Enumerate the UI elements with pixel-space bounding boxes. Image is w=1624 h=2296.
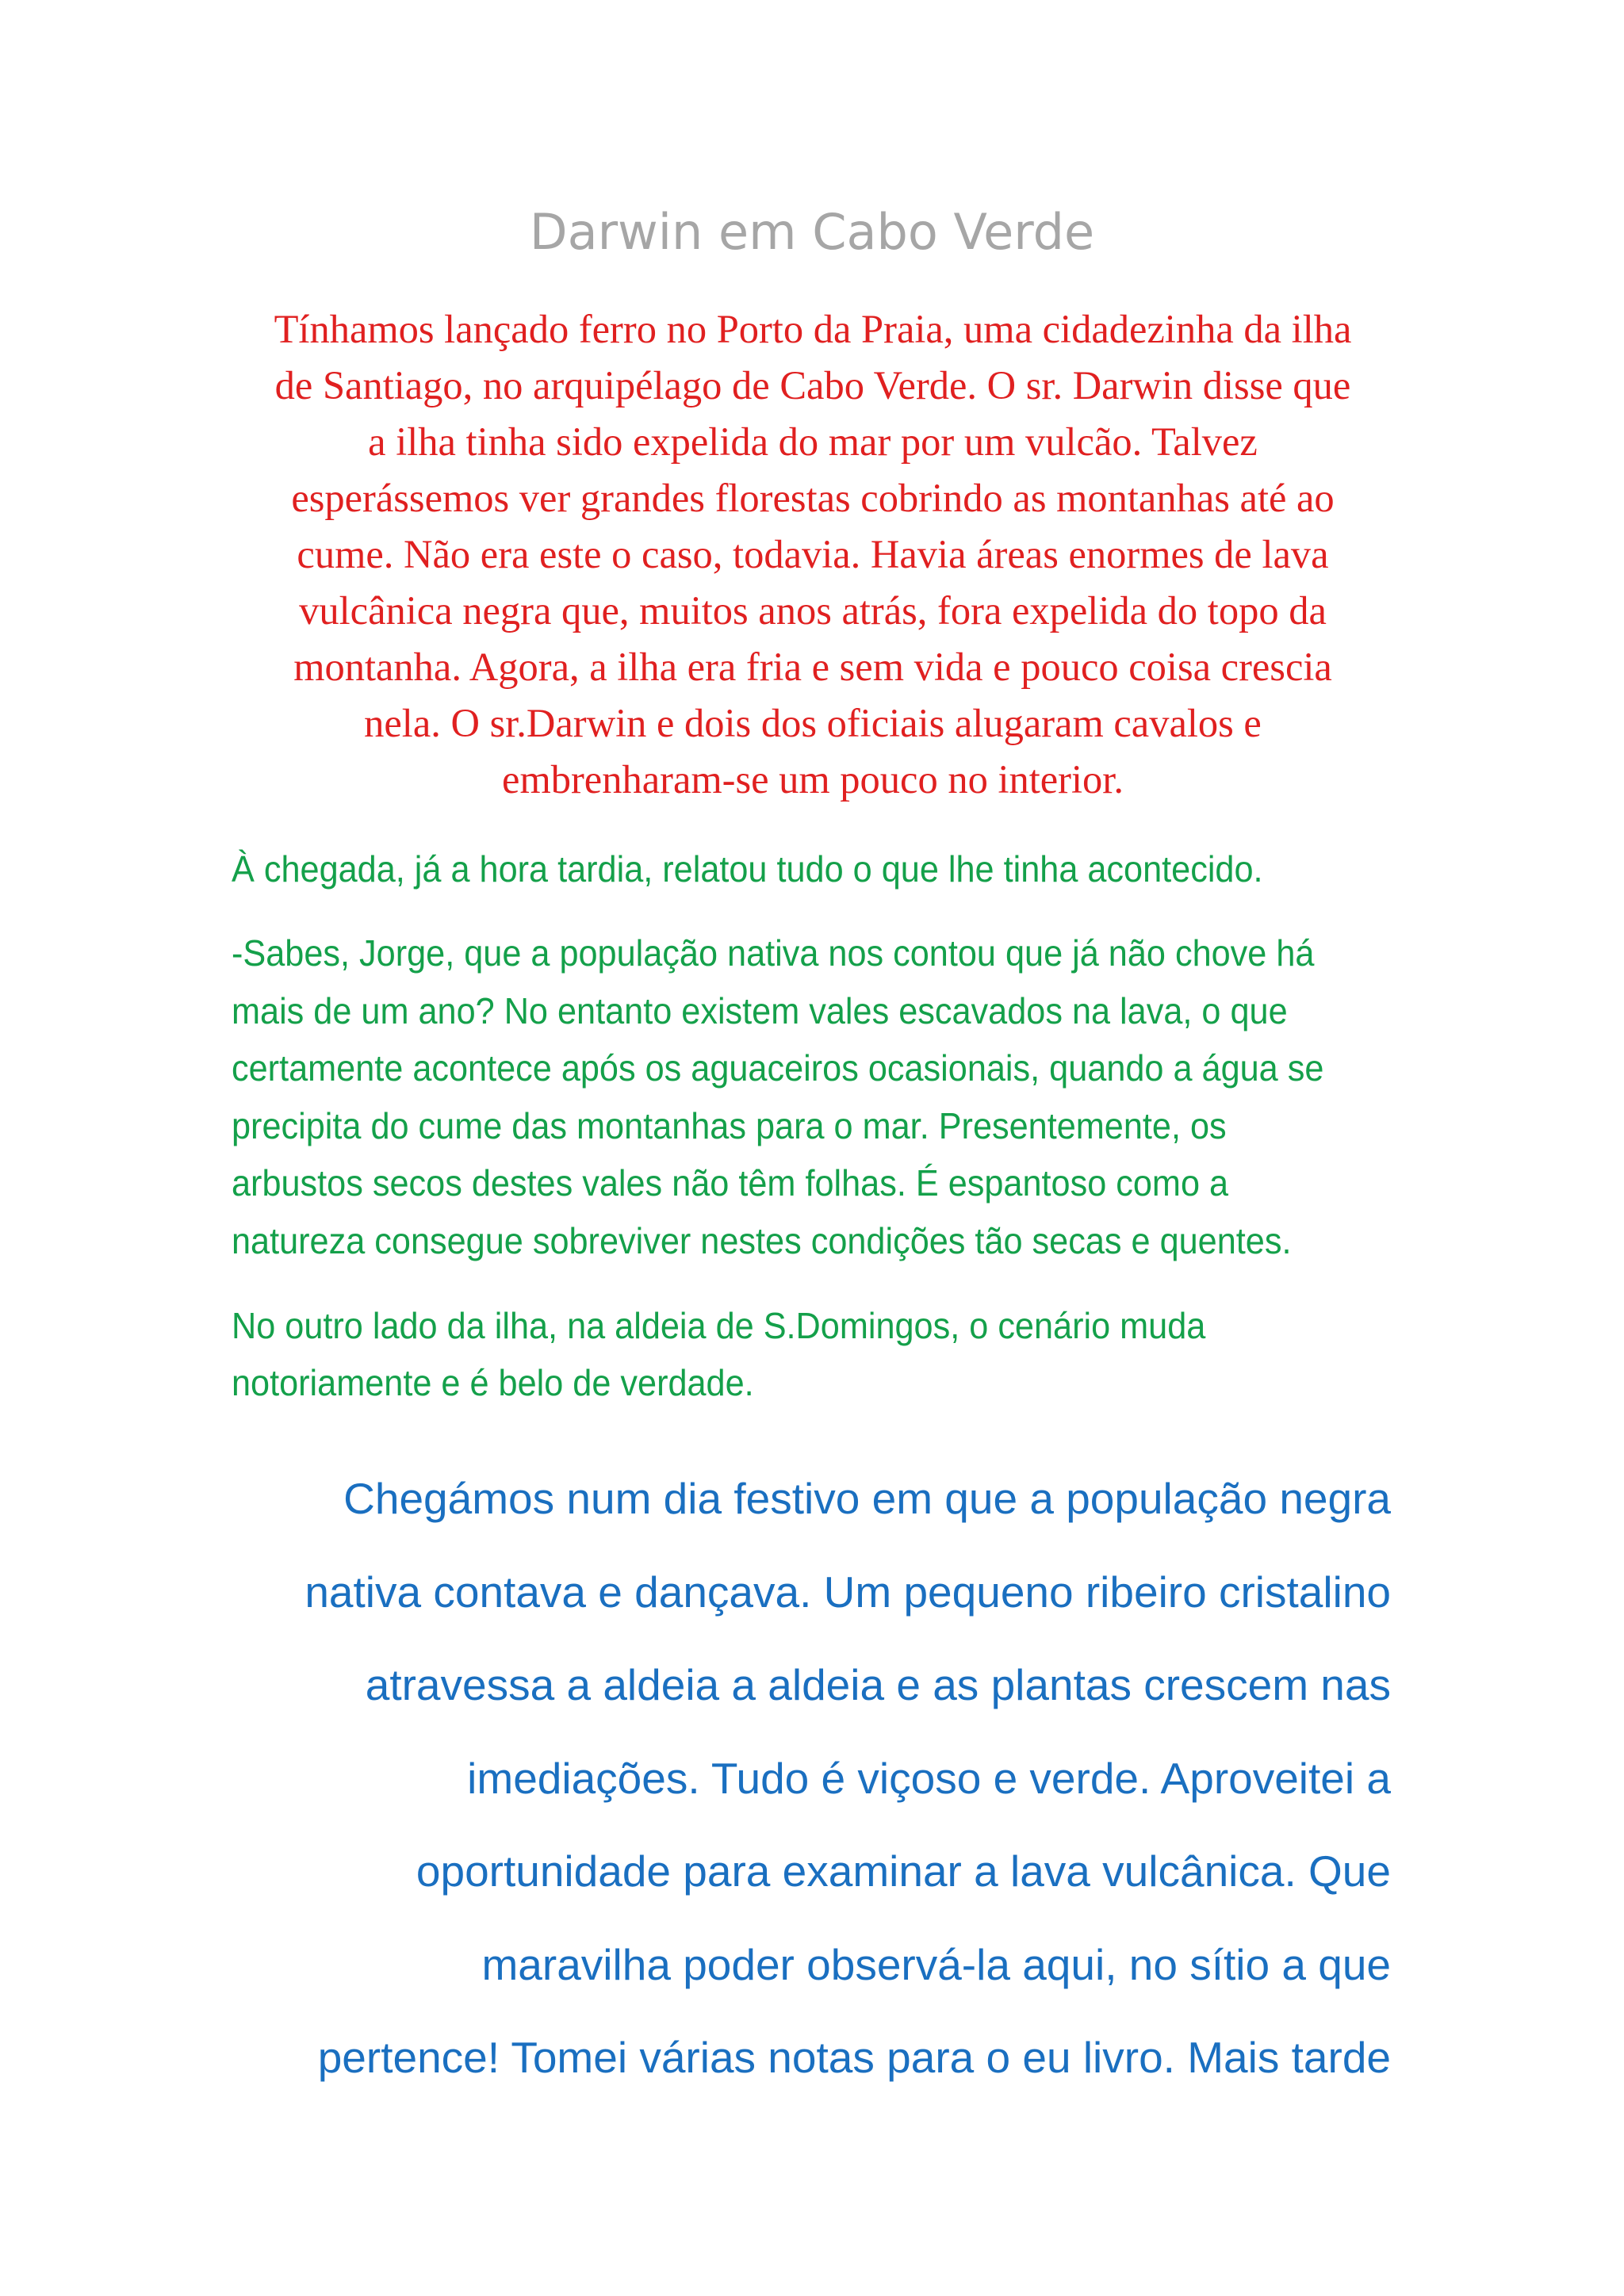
intro-paragraph	[230, 301, 1396, 808]
intro-line: de Santiago, no arquipélago de Cabo Verde. O sr. Darwin disse que	[274, 363, 1351, 408]
intro-line: Tínhamos lançado ferro no Porto da Praia, uma cidadezinha da ilha	[274, 307, 1352, 351]
festival-line: oportunidade para examinar a lava vulcânica. Que	[416, 1846, 1391, 1896]
intro-line: nela. O sr.Darwin e dois dos oficiais alugaram cavalos e	[364, 701, 1262, 745]
dialogue-line: mais de um ano? No entanto existem vales escavados na lava, o que	[232, 989, 1288, 1031]
festival-line: imediações. Tudo é viçoso e verde. Aproveitei a	[467, 1753, 1391, 1803]
dialogue-line: arbustos secos destes vales não têm folhas. É espantoso como a	[232, 1162, 1229, 1203]
arrival-paragraph	[232, 840, 1335, 897]
intro-line: vulcânica negra que, muitos anos atrás, fora expelida do topo da	[299, 588, 1327, 633]
intro-line: esperássemos ver grandes florestas cobrindo as montanhas até ao	[291, 476, 1335, 520]
page-title: Darwin em Cabo Verde	[529, 203, 1095, 261]
festival-paragraph	[230, 1452, 1391, 2105]
intro-line: montanha. Agora, a ilha era fria e sem vida e pouco coisa crescia	[293, 645, 1332, 689]
village-line: notoriamente e é belo de verdade.	[232, 1362, 754, 1403]
festival-line: nativa contava e dançava. Um pequeno ribeiro cristalino	[304, 1567, 1391, 1617]
dialogue-line: certamente acontece após os aguaceiros ocasionais, quando a água se	[232, 1047, 1324, 1089]
festival-line: maravilha poder observá-la aqui, no sítio a que	[481, 1939, 1391, 1989]
village-line: No outro lado da ilha, na aldeia de S.Domingos, o cenário muda	[232, 1305, 1206, 1346]
arrival-line: À chegada, já a hora tardia, relatou tudo o que lhe tinha acontecido.	[232, 848, 1263, 890]
festival-line: pertence! Tomei várias notas para o eu livro. Mais tarde	[317, 2033, 1391, 2082]
intro-line: cume. Não era este o caso, todavia. Havia áreas enormes de lava	[297, 532, 1329, 576]
dialogue-line: -Sabes, Jorge, que a população nativa nos contou que já não chove há	[232, 932, 1315, 974]
dialogue-line: natureza consegue sobreviver nestes condições tão secas e quentes.	[232, 1219, 1292, 1261]
intro-line: a ilha tinha sido expelida do mar por um vulcão. Talvez	[368, 419, 1258, 464]
village-paragraph	[232, 1297, 1335, 1411]
dialogue-line: precipita do cume das montanhas para o mar. Presentemente, os	[232, 1104, 1227, 1146]
intro-line: embrenharam-se um pouco no interior.	[502, 757, 1124, 802]
festival-line: Chegámos num dia festivo em que a população negra	[343, 1474, 1391, 1523]
festival-line: atravessa a aldeia a aldeia e as plantas crescem nas	[365, 1660, 1391, 1709]
dialogue-paragraph	[232, 924, 1335, 1269]
